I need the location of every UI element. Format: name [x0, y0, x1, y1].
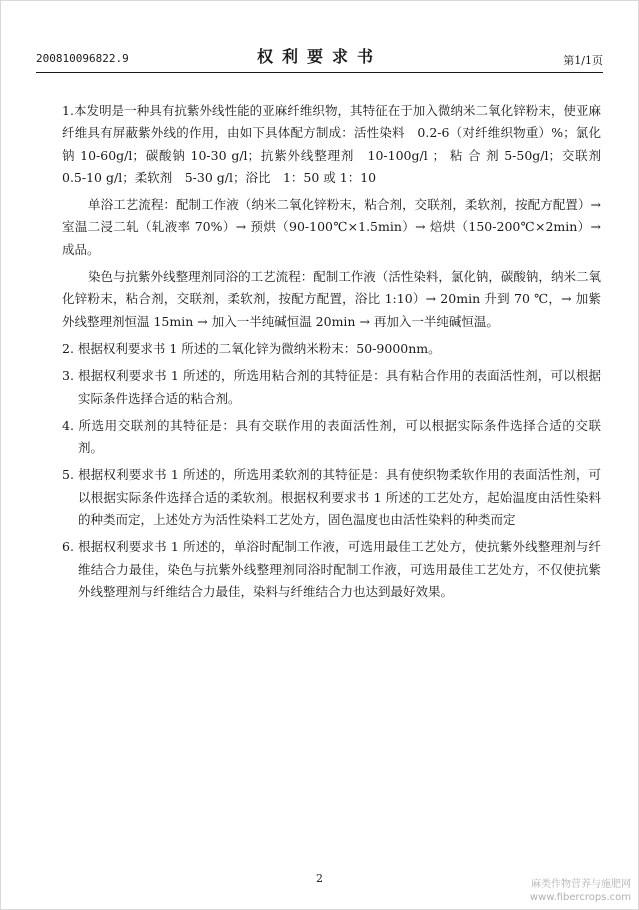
application-number: 200810096822.9: [36, 52, 129, 65]
claim-paragraph: 单浴工艺流程：配制工作液（纳米二氧化锌粉末，粘合剂，交联剂，柔软剂，按配方配置）→ 室温二浸二轧（轧液率 70%）→ 预烘（90-100℃×1.5min）→ 焙烘（150-200℃×2min）→ 成品。: [62, 197, 601, 257]
claim-paragraph: 2. 根据权利要求书 1 所述的二氧化锌为微纳米粉末：50-9000nm。: [62, 340, 441, 356]
document-header: [36, 44, 603, 74]
watermark: [530, 878, 631, 904]
watermark-site-name: 麻类作物营养与施肥网: [531, 879, 631, 890]
claim-paragraph: 5. 根据权利要求书 1 所述的，所选用柔软剂的其特征是：具有使织物柔软作用的表面活性剂，可以根据实际条件选择合适的柔软剂。根据权利要求书 1 所述的工艺处方，起始温度由活性染料的种类而定，上述处方为活性染料工艺处方，固色温度也由活性染料的种类而定: [62, 467, 601, 528]
page-count: 第1/1页: [563, 54, 603, 67]
watermark-url: www.fibercrops.com: [529, 892, 631, 903]
claims-body: [62, 100, 614, 608]
claim-paragraph: 6. 根据权利要求书 1 所述的，单浴时配制工作液，可选用最佳工艺处方，使抗紫外线整理剂与纤维结合力最佳，染色与抗紫外线整理剂同浴时配制工作液，可选用最佳工艺处方，不仅使抗紫外线整理剂与纤维结合力最佳，染料与纤维结合力也达到最好效果。: [62, 539, 601, 599]
claim-paragraph: 4. 所选用交联剂的其特征是：具有交联作用的表面活性剂，可以根据实际条件选择合适的交联剂。: [62, 417, 601, 456]
claim-paragraph: 染色与抗紫外线整理剂同浴的工艺流程：配制工作液（活性染料，氯化钠，碳酸钠，纳米二氧化锌粉末，粘合剂，交联剂，柔软剂，按配方配置，浴比 1:10）→ 20min 升到 70 ℃，→ 加紫外线整理剂恒温 15min → 加入一半纯碱恒温 20min → 再加入一半纯碱恒温。: [62, 269, 601, 329]
page-title: 权利要求书: [256, 47, 382, 66]
page-number: 2: [316, 872, 323, 885]
claim-paragraph: 3. 根据权利要求书 1 所述的，所选用粘合剂的其特征是：具有粘合作用的表面活性剂，可以根据实际条件选择合适的粘合剂。: [62, 368, 601, 406]
claim-paragraph: 1.本发明是一种具有抗紫外线性能的亚麻纤维织物，其特征在于加入微纳米二氧化锌粉末，使亚麻纤维具有屏蔽紫外线的作用，由如下具体配方制成：活性染料 0.2-6（对纤维织物重）%；氯化钠 10-60g/l；碳酸钠 10-30 g/l；抗紫外线整理剂 10-100g/l ； 粘 合 剂 5-50g/l；交联剂 0.5-10 g/l；柔软剂 5-30 g/l；浴比 1：50 或 1：10: [62, 103, 614, 185]
header-divider: [36, 72, 603, 73]
